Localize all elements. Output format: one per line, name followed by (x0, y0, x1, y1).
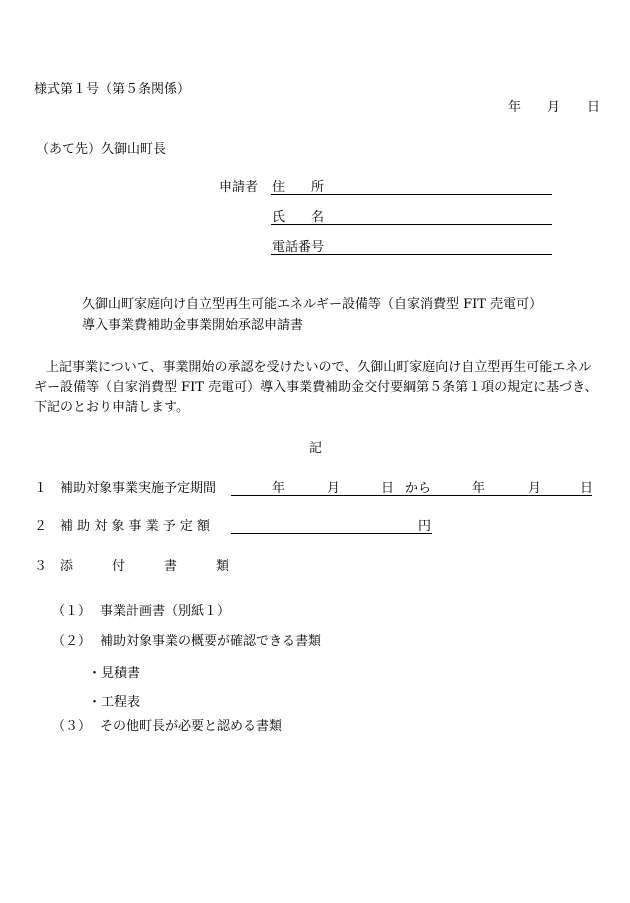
item-1-kara: から (405, 481, 432, 496)
attachment-1-number: （１） (52, 604, 92, 619)
item-2-yen: 円 (418, 519, 432, 534)
attachment-2-sub-1: ・見積書 (88, 666, 141, 681)
applicant-label: 申請者 (219, 180, 259, 195)
address-label: 住 所 (272, 180, 325, 195)
body-line-2: ギー設備等（自家消費型 FIT 売電可）導入事業費補助金交付要綱第５条第１項の規定に基づき、 (34, 380, 598, 395)
item-2-number: ２ (34, 519, 48, 534)
attachment-1-text: 事業計画書（別紙１） (100, 604, 231, 619)
item-1-end-year: 年 (472, 481, 486, 496)
ki-heading: 記 (309, 441, 323, 456)
date-month: 月 (547, 100, 561, 115)
item-1-start-month: 月 (327, 481, 341, 496)
item-1-period-line[interactable] (231, 495, 592, 496)
item-3-number: ３ (34, 559, 48, 574)
date-year: 年 (508, 100, 522, 115)
item-1-end-day: 日 (580, 481, 594, 496)
item-2-amount-line[interactable] (231, 533, 432, 534)
phone-label: 電話番号 (272, 240, 325, 255)
addressee: （あて先）久御山町長 (36, 142, 167, 157)
item-1-end-month: 月 (528, 481, 542, 496)
form-number: 様式第１号（第５条関係） (34, 82, 191, 97)
body-line-1: 上記事業について、事業開始の承認を受けたいので、久御山町家庭向け自立型再生可能エネル (46, 360, 592, 375)
attachment-2-sub-2: ・工程表 (88, 695, 141, 710)
phone-field-line[interactable] (271, 254, 552, 255)
title-line-1: 久御山町家庭向け自立型再生可能エネルギー設備等（自家消費型 FIT 売電可） (82, 297, 543, 312)
attachment-2-number: （２） (52, 634, 92, 649)
item-1-label: 補助対象事業実施予定期間 (60, 481, 217, 496)
attachment-3-text: その他町長が必要と認める書類 (100, 719, 283, 734)
title-line-2: 導入事業費補助金事業開始承認申請書 (82, 318, 304, 333)
item-1-start-day: 日 (381, 481, 395, 496)
attachment-2-text: 補助対象事業の概要が確認できる書類 (100, 634, 322, 649)
attachment-3-number: （３） (52, 719, 92, 734)
body-line-3: 下記のとおり申請します。 (34, 400, 189, 415)
item-2-label: 補 助 対 象 事 業 予 定 額 (60, 519, 211, 534)
item-1-start-year: 年 (272, 481, 286, 496)
name-label: 氏 名 (272, 210, 325, 225)
name-field-line[interactable] (271, 224, 552, 225)
item-1-number: １ (34, 481, 48, 496)
address-field-line[interactable] (271, 194, 552, 195)
date-day: 日 (587, 100, 601, 115)
item-3-label: 添 付 書 類 (60, 559, 230, 574)
